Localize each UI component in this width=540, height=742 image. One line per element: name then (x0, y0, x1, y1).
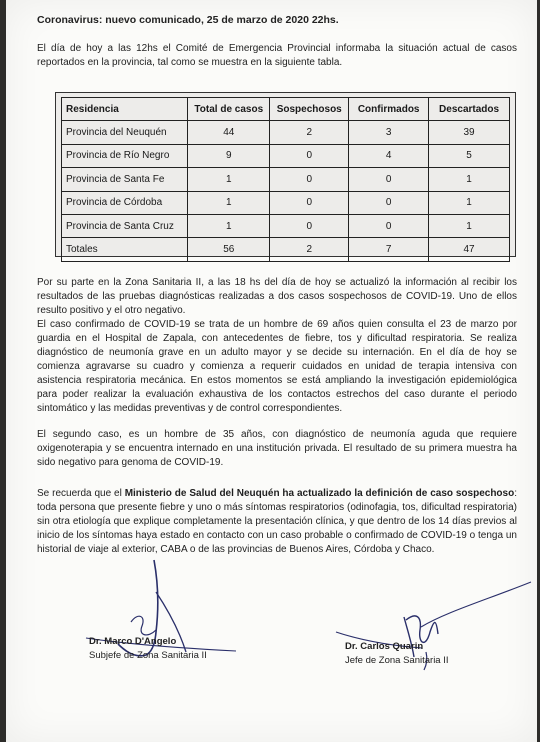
table-cell: 0 (270, 168, 349, 191)
table-cell: 1 (429, 191, 510, 214)
table-cell: 0 (270, 191, 349, 214)
document-title: Coronavirus: nuevo comunicado, 25 de marzo de 2020 22hs. (37, 14, 339, 26)
table-header-row (62, 98, 510, 121)
table-totals-row (62, 238, 510, 261)
column-header: Residencia (62, 98, 188, 121)
second-case-paragraph: El segundo caso, es un hombre de 35 años, con diagnóstico de neumonía aguda que requiere oxigenoterapia y se encuentra internado en una institución privada. El resultado de su primera muestra ha sido negativo para genoma de COVID-19. (37, 429, 517, 468)
table-row (62, 144, 510, 167)
table-cell: 44 (188, 121, 270, 144)
table-row (62, 214, 510, 237)
signature-block-quarin (345, 640, 449, 668)
table-cell: Provincia de Río Negro (62, 144, 188, 167)
table-cell: 0 (270, 144, 349, 167)
definition-text-bold: Ministerio de Salud del Neuquén ha actualizado la definición de caso sospechoso (124, 488, 515, 499)
signature-block-dangelo (89, 635, 207, 663)
table-cell: 56 (188, 238, 270, 261)
table-cell: 9 (188, 144, 270, 167)
table-cell: 1 (429, 168, 510, 191)
cases-table-frame (55, 92, 516, 257)
table-cell: 1 (188, 191, 270, 214)
column-header: Confirmados (349, 98, 429, 121)
table-cell: 1 (188, 168, 270, 191)
table-cell: 0 (270, 214, 349, 237)
table-cell: 4 (349, 144, 429, 167)
table-cell: 5 (429, 144, 510, 167)
table-cell: 2 (270, 238, 349, 261)
cases-table (61, 97, 510, 262)
definition-text-start: Se recuerda que el (37, 488, 125, 499)
table-cell: Provincia de Santa Fe (62, 168, 188, 191)
table-cell: 2 (270, 121, 349, 144)
signer-name: Dr. Carlos Quarin (345, 641, 424, 652)
table-row (62, 168, 510, 191)
table-cell: 3 (349, 121, 429, 144)
confirmed-case-paragraph: El caso confirmado de COVID-19 se trata de un hombre de 69 años quien consulta el 23 de marzo por guardia en el Hospital de Zapala, con antecedentes de fiebre, tos y dificultad respiratoria. Se realiza diagnóstico de neumonía grave en un adulto mayor y se decide su internación. En el día de hoy se comienza agravarse su cuadro y comienza a requerir cuidados en unidad de terapia intensiva con asistencia respiratoria mecánica. En estos momentos se está ampliando la investigación epidemiológica para poder realizar la evaluación exhaustiva de los contactos estrechos del caso durante el periodo sintomático y las medidas preventivas y de control correspondientes. (37, 319, 517, 414)
definition-text-end: : toda persona que presente fiebre y uno o más síntomas respiratorios (odinofagia, tos, dificultad respiratoria) sin otra etiología que explique completamente la presentación clínica, y que dentro de los 14 días previos al inicio de los síntomas haya estado en contacto con un caso probable o confirmado de COVID-19 o tenga un historial de viaje al exterior, CABA o de las provincias de Buenos Aires, Córdoba y Chaco. (37, 488, 517, 555)
table-cell: Provincia de Córdoba (62, 191, 188, 214)
table-cell: 0 (349, 214, 429, 237)
intro-paragraph: El día de hoy a las 12hs el Comité de Emergencia Provincial informaba la situación actual de casos reportados en la provincia, tal como se muestra en la siguiente tabla. (37, 43, 517, 68)
signer-name: Dr. Marco D'Angelo (89, 636, 177, 647)
document-page (6, 0, 537, 742)
table-cell: 7 (349, 238, 429, 261)
column-header: Descartados (429, 98, 510, 121)
signer-role: Jefe de Zona Sanitaria II (345, 655, 449, 666)
table-cell: 0 (349, 168, 429, 191)
table-row (62, 191, 510, 214)
table-row (62, 121, 510, 144)
column-header: Sospechosos (270, 98, 349, 121)
column-header: Total de casos (188, 98, 270, 121)
table-cell: 1 (188, 214, 270, 237)
table-cell: Totales (62, 238, 188, 261)
suspected-case-definition-paragraph (37, 487, 517, 557)
table-cell: 39 (429, 121, 510, 144)
table-cell: 47 (429, 238, 510, 261)
table-cell: 1 (429, 214, 510, 237)
zone-update-paragraph: Por su parte en la Zona Sanitaria II, a las 18 hs del día de hoy se actualizó la información al recibir los resultados de las pruebas diagnósticas realizadas a dos casos sospechosos de COVID-19. Uno de ellos resulto positivo y el otro negativo. (37, 277, 517, 316)
table-cell: Provincia del Neuquén (62, 121, 188, 144)
signer-role: Subjefe de Zona Sanitaria II (89, 650, 207, 661)
table-cell: Provincia de Santa Cruz (62, 214, 188, 237)
table-cell: 0 (349, 191, 429, 214)
